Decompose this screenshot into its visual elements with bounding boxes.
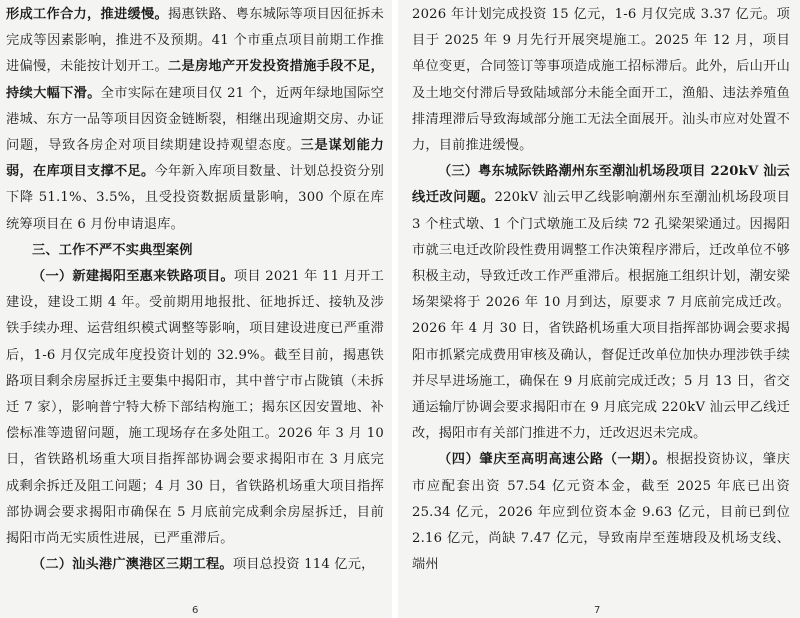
case-2-continuation: 2026 年计划完成投资 15 亿元，1-6 月仅完成 3.37 亿元。项目于 2025 年 9 月先行开展突堤施工。2025 年 12 月，项目单位变更，合同签订等事项造成施工招标滞后。此外，后山开山及土地交付滞后导致陆域部分未能全面开工，渔船、违法养殖鱼排清理滞后导致海域部分施工无法全面展开。汕头市应对处置不力，目前推进缓慢。 bbox=[412, 7, 790, 154]
problems-paragraph bbox=[6, 2, 384, 238]
case-2-title: （二）汕头港广澳港区三期工程。 bbox=[32, 557, 233, 573]
case-3-title: （三）粤东城际铁路潮州东至潮汕机场段项目 220kV 汕云线迁改问题。 bbox=[412, 164, 791, 206]
case-3-paragraph bbox=[412, 159, 790, 447]
case-1-title: （一）新建揭阳至惠来铁路项目。 bbox=[32, 269, 234, 285]
page-number-left: 6 bbox=[192, 605, 199, 616]
case-1-paragraph bbox=[6, 264, 384, 552]
left-page-body bbox=[6, 2, 384, 578]
right-page-body bbox=[412, 2, 790, 578]
section-heading: 三、工作不严不实典型案例 bbox=[32, 242, 193, 258]
case-2-paragraph bbox=[6, 552, 384, 578]
case-2-text: 项目总投资 114 亿元， bbox=[232, 557, 375, 573]
case-4-paragraph bbox=[412, 447, 790, 578]
problem-point-2-text: 全市实际在建项目仅 21 个，近两年绿地国际空港城、东方一品等项目因资金链断裂，相继出现逾期交房、办证问题，导致各房企对项目续期建设持观望态度。 bbox=[6, 85, 385, 154]
left-page bbox=[0, 0, 392, 618]
case-3-text: 220kV 汕云甲乙线影响潮州东至潮汕机场段项目 3 个柱式墩、1 个门式墩施工及后续 72 孔梁架梁通过。因揭阳市就三电迁改阶段性费用调整工作决策程序滞后，迁改单位不够积极主动，导致迁改工作严重滞后。根据施工组织计划，潮安梁场架梁将于 2026 年 10 月到达，原要求 7 月底前完成迁改。2026 年 4 月 30 日，省铁路机场重大项目指挥部协调会要求揭阳市抓紧完成费用审核及确认，督促迁改单位加快办理涉铁手续并尽早进场施工，确保在 9 月底前完成迁改；5 月 13 日，省交通运输厅协调会要求揭阳市在 9 月底完成 220kV 汕云甲乙线迁改，揭阳市有关部门推进不力，迁改迟迟未完成。 bbox=[412, 190, 790, 442]
right-page bbox=[398, 0, 800, 618]
problem-point-3-bold: 三是谋划能力弱，在库项目支撑不足。 bbox=[6, 138, 385, 180]
case-4-title: （四）肇庆至高明高速公路（一期）。 bbox=[438, 452, 667, 468]
problem-point-2-bold: 二是房地产开发投资措施手段不足，持续大幅下滑。 bbox=[6, 59, 384, 101]
case-4-text: 根据投资协议，肇庆市应配套出资 57.54 亿元资本金，截至 2025 年底已出资 25.34 亿元，2026 年应到位资本金 9.63 亿元，目前已到位 2.16 亿元，尚缺 7.47 亿元，导致南岸至莲塘段及机场支线、端州 bbox=[412, 452, 790, 573]
problem-point-1-bold: 形成工作合力，推进缓慢。 bbox=[6, 7, 169, 22]
case-1-text: 项目 2021 年 11 月开工建设，建设工期 4 年。受前期用地报批、征地拆迁、接轨及涉铁手续办理、运营组织模式调整等影响，项目建设进度已严重滞后，1-6 月仅完成年度投资计划的 32.9%。截至目前，揭惠铁路项目剩余房屋拆迁主要集中揭阳市，其中普宁市占陇镇（未拆迁 7 家），影响普宁特大桥下部结构施工；揭东区因安置地、补偿标准等遗留问题，施工现场存在多处阻工。2026 年 3 月 10 日，省铁路机场重大项目指挥部协调会要求揭阳市在 3 月底完成剩余拆迁及阻工问题；4 月 30 日，省铁路机场重大项目指挥部协调会要求揭阳市确保在 5 月底前完成剩余房屋拆迁，目前揭阳市尚无实质性进展，已严重滞后。 bbox=[6, 269, 384, 547]
page-number-right: 7 bbox=[594, 605, 601, 616]
problem-point-1-text: 揭惠铁路、粤东城际等项目因征拆未完成等因素影响，推进不及预期。41 个市重点项目前期工作推进偏慢，未能按计划开工。 bbox=[6, 7, 384, 75]
problem-point-3-text: 今年新入库项目数量、计划总投资分别下降 51.1%、3.5%，且受投资数据质量影响，300 个原在库统筹项目在 6 月份申请退库。 bbox=[6, 164, 384, 232]
